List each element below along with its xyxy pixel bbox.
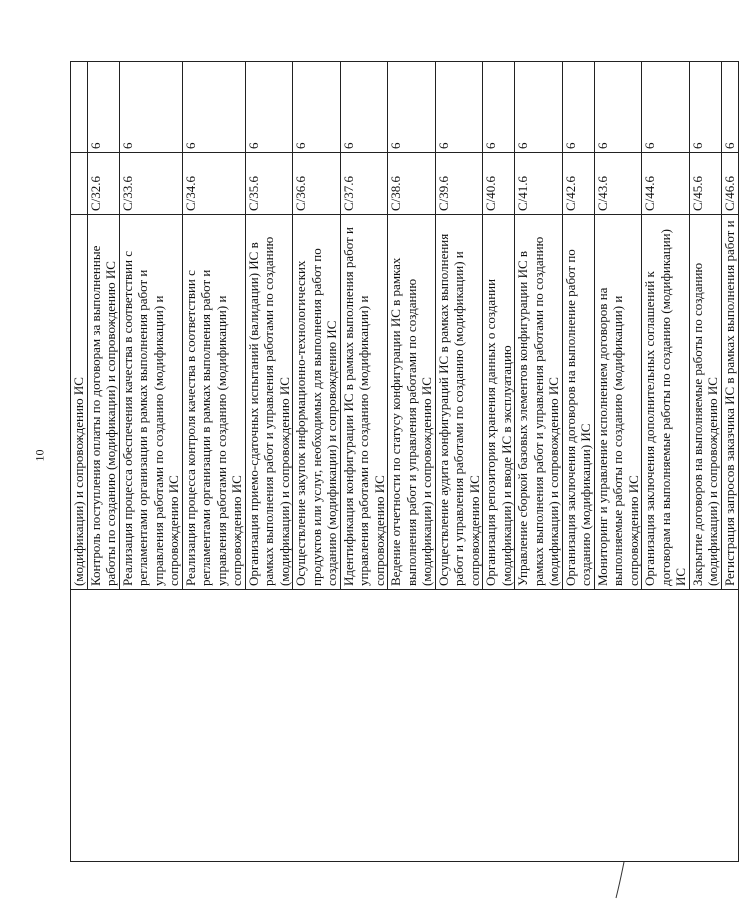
function-description: Осуществление закупок информационно-технологических продуктов или услуг, необходимых для выполнения работ по созданию (модификации) и сопровождению ИС: [293, 215, 341, 590]
function-description: Организация репозитория хранения данных о создании (модификации) и вводе ИС в эксплуатацию: [483, 215, 515, 590]
function-code: С/38.6: [388, 153, 436, 215]
function-code: С/33.6: [119, 153, 182, 215]
qualification-level: 6: [388, 62, 436, 153]
table-container: [70, 62, 737, 862]
qualification-level: 6: [515, 62, 563, 153]
function-description: Управление сборкой базовых элементов конфигурации ИС в рамках выполнения работ и управления работами по созданию (модификации) и сопровождению ИС: [515, 215, 563, 590]
function-code: С/32.6: [87, 153, 119, 215]
function-description: Контроль поступления оплаты по договорам за выполненные работы по созданию (модификации) и сопровождению ИС: [87, 215, 119, 590]
function-description: Организация заключения дополнительных соглашений к договорам на выполняемые работы по созданию (модификации) ИС: [642, 215, 690, 590]
function-code: С/34.6: [182, 153, 245, 215]
qualification-level: 6: [435, 62, 483, 153]
function-code: [71, 153, 88, 215]
generalized-function-cell: [71, 590, 739, 862]
function-description: Организация приемо-сдаточных испытаний (валидации) ИС в рамках выполнения работ и управления работами по созданию (модификации) и сопровождению ИС: [245, 215, 293, 590]
function-code: С/44.6: [642, 153, 690, 215]
qualification-level: 6: [293, 62, 341, 153]
function-description: Ведение отчетности по статусу конфигурации ИС в рамках выполнения работ и управления работами по созданию (модификации) и сопровождению ИС: [388, 215, 436, 590]
pen-stroke-mark: [612, 860, 630, 900]
page-number: 10: [32, 449, 47, 462]
rotated-table-wrapper: [70, 62, 737, 862]
function-code: С/41.6: [515, 153, 563, 215]
qualification-level: [71, 62, 88, 153]
qualification-level: 6: [562, 62, 594, 153]
function-description: Организация заключения договоров на выполнение работ по созданию (модификации) ИС: [562, 215, 594, 590]
function-description: (модификации) и сопровождению ИС: [71, 215, 88, 590]
qualification-level: 6: [340, 62, 388, 153]
function-description: Реализация процесса контроля качества в соответствии с регламентами организации в рамках выполнения работ и управления работами по созданию (модификации) и сопровождению ИС: [182, 215, 245, 590]
qualification-level: 6: [87, 62, 119, 153]
function-description: Идентификация конфигурации ИС в рамках выполнения работ и управления работами по созданию (модификации) и сопровождению ИС: [340, 215, 388, 590]
qualification-level: 6: [721, 62, 738, 153]
function-description: Регистрация запросов заказчика ИС в рамках выполнения работ и: [721, 215, 738, 590]
function-description: Осуществление аудита конфигураций ИС в рамках выполнения работ и управления работами по созданию (модификации) и сопровождению ИС: [435, 215, 483, 590]
qualification-level: 6: [642, 62, 690, 153]
function-description: Закрытие договоров на выполняемые работы по созданию (модификации) и сопровождению ИС: [689, 215, 721, 590]
qualification-level: 6: [119, 62, 182, 153]
function-code: С/37.6: [340, 153, 388, 215]
function-code: С/36.6: [293, 153, 341, 215]
function-description: Мониторинг и управление исполнением договоров на выполняемые работы по созданию (модификации) и сопровождению ИС: [594, 215, 642, 590]
qualification-level: 6: [182, 62, 245, 153]
qualification-level: 6: [689, 62, 721, 153]
function-code: С/45.6: [689, 153, 721, 215]
function-code: С/43.6: [594, 153, 642, 215]
function-code: С/39.6: [435, 153, 483, 215]
function-description: Реализация процесса обеспечения качества в соответствии с регламентами организации в рамках выполнения работ и управления работами по созданию (модификации) и сопровождению ИС: [119, 215, 182, 590]
function-code: С/40.6: [483, 153, 515, 215]
qualification-level: 6: [594, 62, 642, 153]
function-code: С/46.6: [721, 153, 738, 215]
function-code: С/42.6: [562, 153, 594, 215]
table-row: [71, 62, 88, 862]
qualification-level: 6: [483, 62, 515, 153]
labor-functions-table: [70, 61, 739, 862]
function-code: С/35.6: [245, 153, 293, 215]
qualification-level: 6: [245, 62, 293, 153]
